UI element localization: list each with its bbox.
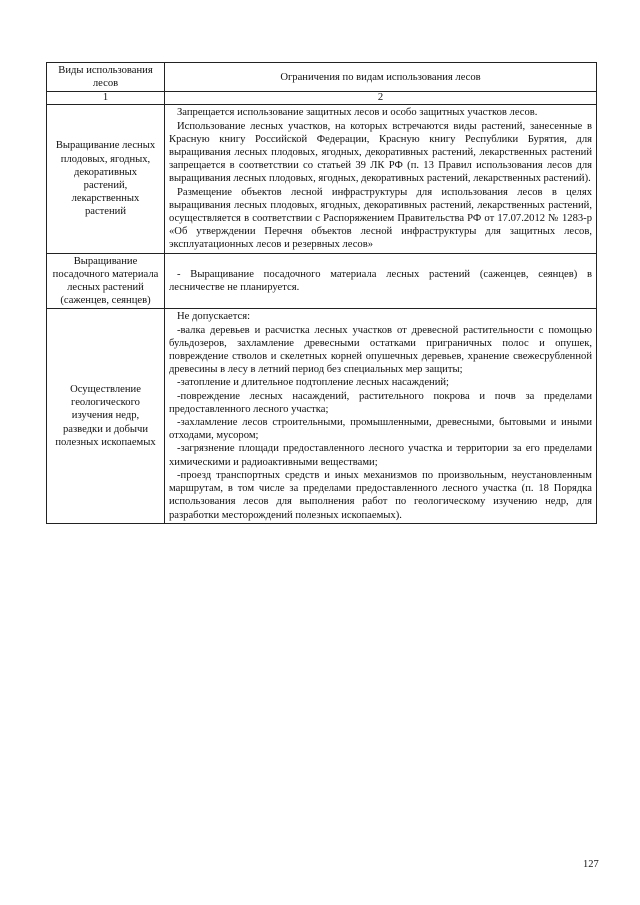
restriction-paragraph: -захламление лесов строительными, промышленными, древесными, бытовыми и иными отходами, мусором;	[169, 417, 592, 442]
table-row	[47, 253, 597, 309]
restriction-paragraph: -загрязнение площади предоставленного лесного участка и территории за его пределами химическими и радиоактивными веществами;	[169, 443, 592, 468]
restriction-paragraph: -затопление и длительное подтопление лесных насаждений;	[177, 377, 449, 389]
restriction-paragraph: Не допускается:	[177, 311, 251, 323]
forest-use-type-cell: Выращивание посадочного материала лесных растений (саженцев, сеянцев)	[47, 253, 165, 309]
forest-use-type-cell: Выращивание лесных плодовых, ягодных, декоративных растений, лекарственных растений	[47, 105, 165, 253]
restriction-paragraph: Запрещается использование защитных лесов и особо защитных участков лесов.	[177, 107, 538, 119]
restriction-paragraph: -валка деревьев и расчистка лесных участков от древесной растительности с помощью бульдозеров, захламление древесными остатками приграничных полос и опушек, повреждение стволов и скелетных корней опушечных деревьев, хранение свежесрубленной древесины в лесу в летний период без специальных мер защиты;	[169, 324, 592, 376]
restriction-paragraph: -проезд транспортных средств и иных механизмов по произвольным, неустановленным маршрутам, в том числе за пределами предоставленного лесного участка (п. 18 Порядка использования лесов для выполнения работ по геологическому изучению недр, для разработки месторождений полезных ископаемых).	[169, 469, 592, 521]
table-header-row	[47, 63, 597, 92]
header-cell-forest-use-types: Виды использования лесов	[47, 63, 165, 92]
header-cell-restrictions: Ограничения по видам использования лесов	[165, 63, 597, 92]
restrictions-cell	[165, 309, 597, 523]
forest-use-type-cell: Осуществление геологического изучения недр, разведки и добычи полезных ископаемых	[47, 309, 165, 523]
table-row	[47, 309, 597, 523]
restriction-paragraph: Использование лесных участков, на которых встречаются виды растений, занесенные в Красную книгу Российской Федерации, Красную книгу Республики Бурятия, для выращивания лесных плодовых, ягодных, декоративных растений, лекарственных растений запрещается в соответствии со статьей 39 ЛК РФ (п. 13 Правил использования лесов для выращивания лесных плодовых, ягодных, декоративных растений, лекарственных растений).	[169, 120, 592, 185]
column-number-row	[47, 92, 597, 105]
column-number-2: 2	[165, 92, 597, 105]
table-row	[47, 105, 597, 253]
column-number-1: 1	[47, 92, 165, 105]
restrictions-cell	[165, 105, 597, 253]
restrictions-table	[46, 62, 597, 524]
restriction-paragraph: Размещение объектов лесной инфраструктуры для использования лесов в целях выращивания лесных плодовых, ягодных, декоративных растений, лекарственных растений, осуществляется в соответствии с Распоряжением Правительства РФ от 17.07.2012 № 1283-р «Об утверждении Перечня объектов лесной инфраструктуры для защитных лесов, эксплуатационных лесов и резервных лесов»	[169, 186, 592, 251]
restrictions-cell	[165, 253, 597, 309]
page-number: 127	[583, 859, 599, 870]
restriction-paragraph: -повреждение лесных насаждений, растительного покрова и почв за пределами предоставленного лесного участка;	[169, 390, 592, 415]
restriction-paragraph: - Выращивание посадочного материала лесных растений (саженцев, сеянцев) в лесничестве не планируется.	[169, 268, 592, 294]
